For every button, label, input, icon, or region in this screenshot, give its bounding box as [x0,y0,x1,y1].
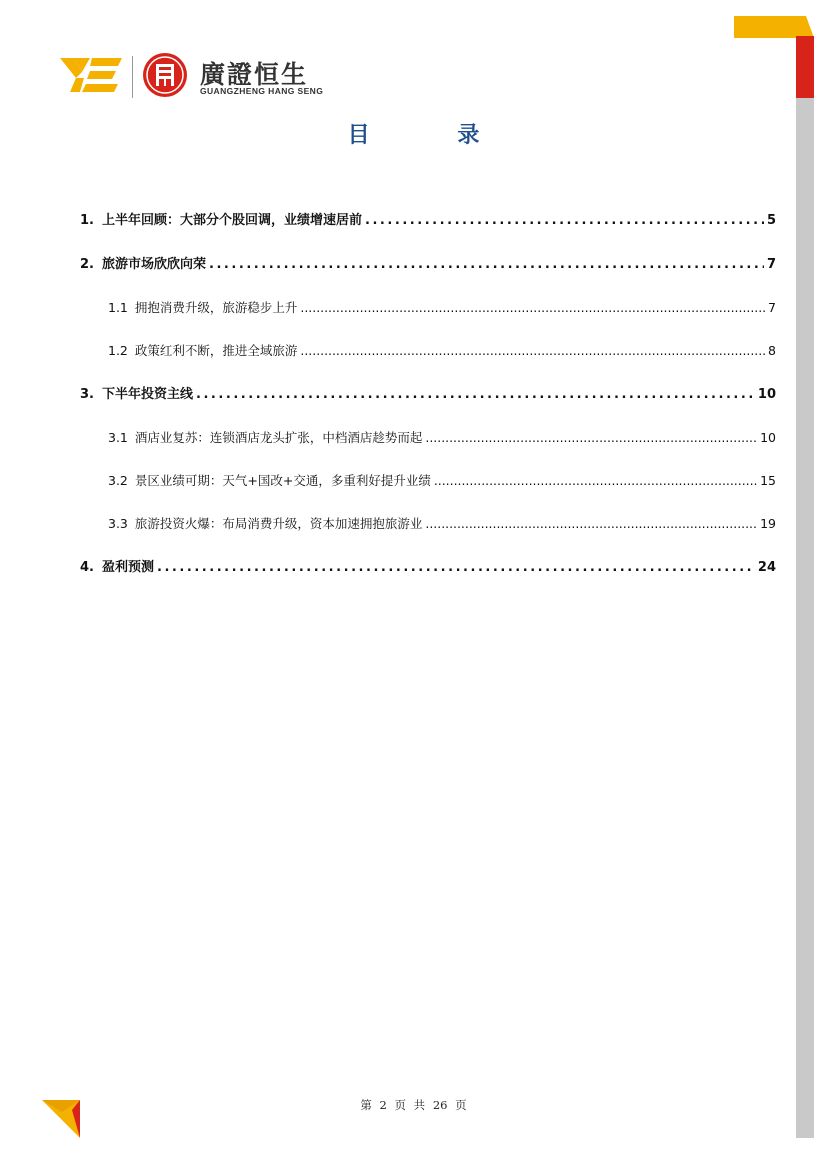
toc-leader-dots [209,255,764,275]
toc-entry-number: 3.1 [108,430,128,445]
toc-leader-dots [157,558,755,578]
toc-entry[interactable] [108,514,776,534]
page-footer: 第 2 页 共 26 页 [360,1098,467,1112]
toc-entry-text: 政策红利不断，推进全域旅游 [134,343,298,358]
toc-entry-text: 拥抱消费升级，旅游稳步上升 [134,300,298,315]
toc-entry-page: 10 [760,430,776,445]
toc-entry-page: 19 [760,516,776,531]
toc-entry-page: 8 [768,343,776,358]
toc-entry[interactable] [80,385,776,405]
toc-leader-dots [425,428,757,448]
toc-entry-text: 盈利预测 [101,560,154,575]
toc-entry-number: 2. [80,257,94,272]
toc-entry-page: 10 [757,387,776,402]
toc-title: 目 录 [347,123,520,148]
toc-entry-number: 3.3 [108,516,128,531]
toc-entry-number: 3.2 [108,473,128,488]
side-strip-red [796,36,814,98]
toc-entry[interactable] [108,298,776,318]
toc-leader-dots [425,514,757,534]
logo-english-name: GUANGZHENG HANG SENG [200,86,324,96]
toc-entry[interactable] [108,428,776,448]
toc-entry[interactable] [80,211,776,231]
toc-entry-text: 酒店业复苏：连锁酒店龙头扩张，中档酒店趁势而起 [134,430,423,445]
toc-entry-number: 1. [80,213,94,228]
toc-leader-dots [196,385,755,405]
toc-entry-text: 下半年投资主线 [101,387,193,402]
corner-tab-decoration [734,16,814,38]
side-strip-gray [796,98,814,1138]
toc-entry[interactable] [108,471,776,491]
toc-entry-text: 上半年回顾：大部分个股回调，业绩增速居前 [101,213,362,228]
ye-logo-icon [60,56,124,94]
toc-entry-text: 景区业绩可期：天气+国改+交通，多重利好提升业绩 [134,473,431,488]
toc-entry-page: 7 [768,300,776,315]
toc-entry-text: 旅游投资火爆：布局消费升级，资本加速拥抱旅游业 [134,516,423,531]
seal-logo-icon [142,52,188,98]
toc-entry-number: 1.1 [108,300,128,315]
toc-entry[interactable] [80,255,776,275]
toc-entry-page: 15 [760,473,776,488]
toc-entry-page: 24 [757,560,776,575]
toc-entry-text: 旅游市场欣欣向荣 [101,257,206,272]
toc-entry-number: 3. [80,387,94,402]
toc-entry[interactable] [108,341,776,361]
toc-leader-dots [300,298,765,318]
toc-entry[interactable] [80,558,776,578]
toc-leader-dots [434,471,757,491]
toc-entry-number: 1.2 [108,343,128,358]
toc-entry-page: 5 [766,213,776,228]
logo-chinese-name: 廣證恒生 [200,60,309,89]
toc-entry-number: 4. [80,560,94,575]
logo-divider [132,56,133,98]
toc-leader-dots [300,341,765,361]
toc-entry-page: 7 [766,257,776,272]
toc-leader-dots [365,211,764,231]
